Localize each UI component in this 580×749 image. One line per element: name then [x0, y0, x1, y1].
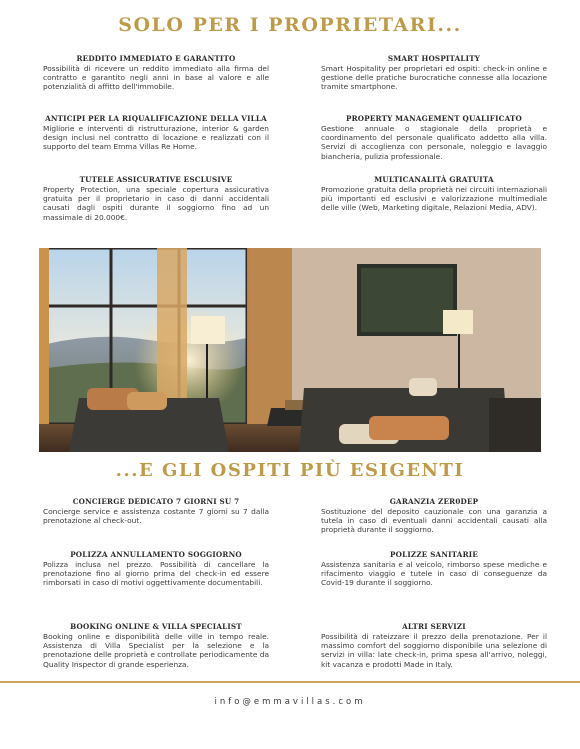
feature-block — [321, 54, 547, 92]
feature-block — [43, 175, 269, 222]
feature-title: POLIZZA ANNULLAMENTO SOGGIORNO — [70, 550, 242, 559]
feature-text: Smart Hospitality per proprietari ed ospiti: check-in online e gestione delle pratiche burocratiche connesse alla locazione tramite smartphone. — [321, 64, 547, 92]
feature-title: TUTELE ASSICURATIVE ESCLUSIVE — [79, 175, 233, 184]
feature-text: Possibilità di ricevere un reddito immediato alla firma del contratto e garantito negli anni in base al valore e alle potenzialità di affitto dell'immobile. — [43, 64, 269, 92]
feature-block — [43, 622, 269, 669]
feature-text: Sostituzione del deposito cauzionale con una garanzia a tutela in caso di eventuali danni accidentali causati alla proprietà durante il soggiorno. — [321, 507, 547, 535]
footer-email-link[interactable]: info@emmavillas.com — [214, 697, 366, 707]
feature-title: CONCIERGE DEDICATO 7 GIORNI SU 7 — [72, 497, 240, 506]
feature-block — [43, 497, 269, 525]
villa-living-room-photo — [39, 248, 541, 452]
feature-block — [43, 54, 269, 92]
feature-text: Migliorie e interventi di ristrutturazione, interior & garden design inclusi nel contratto di locazione e realizzati con il supporto del team Emma Villas Re Home. — [43, 124, 269, 152]
feature-text: Booking online e disponibilità delle ville in tempo reale. Assistenza di Villa Specialist per la selezione e la prenotazione delle proprietà e controllate periodicamente da Quality Inspector di grande esperienza. — [43, 632, 269, 669]
feature-text: Assistenza sanitaria e al veicolo, rimborso spese mediche e rifacimento viaggio e tutele in caso di conseguenze da Covid-19 durante il soggiorno. — [321, 560, 547, 588]
feature-block — [321, 175, 547, 213]
feature-text: Polizza inclusa nel prezzo. Possibilità di cancellare la prenotazione fino al giorno prima del check-in ed essere rimborsati in caso di motivi oggettivamente documentabili. — [43, 560, 269, 588]
feature-text: Concierge service e assistenza costante 7 giorni su 7 dalla prenotazione al check-out. — [43, 507, 269, 526]
feature-title: PROPERTY MANAGEMENT QUALIFICATO — [346, 114, 522, 123]
feature-text: Possibilità di rateizzare il prezzo della prenotazione. Per il massimo comfort del soggiorno disponibile una selezione di servizi in villa: late check-in, prima spesa all'arrivo, noleggi, kit vacanza e prodotti Made in Italy. — [321, 632, 547, 669]
feature-title: REDDITO IMMEDIATO E GARANTITO — [76, 54, 236, 63]
feature-title: SMART HOSPITALITY — [387, 54, 481, 63]
feature-block — [321, 550, 547, 588]
feature-title: BOOKING ONLINE & VILLA SPECIALIST — [70, 622, 242, 631]
feature-block — [43, 550, 269, 588]
footer-divider — [0, 681, 580, 683]
owners-section-title: SOLO PER I PROPRIETARI... — [118, 14, 462, 36]
feature-text: Promozione gratuita della proprietà nei circuiti internazionali più importanti ed esclusivi e valorizzazione multimediale delle ville (Web, Marketing digitale, Relazioni Media, ADV). — [321, 185, 547, 213]
feature-title: POLIZZE SANITARIE — [390, 550, 478, 559]
feature-title: ALTRI SERVIZI — [402, 622, 466, 631]
feature-title: GARANZIA ZER0DEP — [389, 497, 479, 506]
feature-block — [321, 622, 547, 669]
feature-text: Gestione annuale o stagionale della proprietà e coordinamento del personale qualificato addetto alla villa. Servizi di accoglienza con personale, noleggio e lavaggio biancheria, pulizia professionale. — [321, 124, 547, 161]
feature-title: ANTICIPI PER LA RIQUALIFICAZIONE DELLA VILLA — [45, 114, 267, 123]
feature-block — [321, 497, 547, 535]
feature-text: Property Protection, una speciale copertura assicurativa gratuita per il proprietario in caso di danni accidentali causati dagli ospiti durante il soggiorno fino ad un massimale di 20.000€. — [43, 185, 269, 222]
feature-block — [43, 114, 269, 152]
guests-section-title: ...E GLI OSPITI PIÙ ESIGENTI — [115, 460, 465, 481]
feature-title: MULTICANALITÀ GRATUITA — [374, 175, 494, 184]
feature-block — [321, 114, 547, 161]
